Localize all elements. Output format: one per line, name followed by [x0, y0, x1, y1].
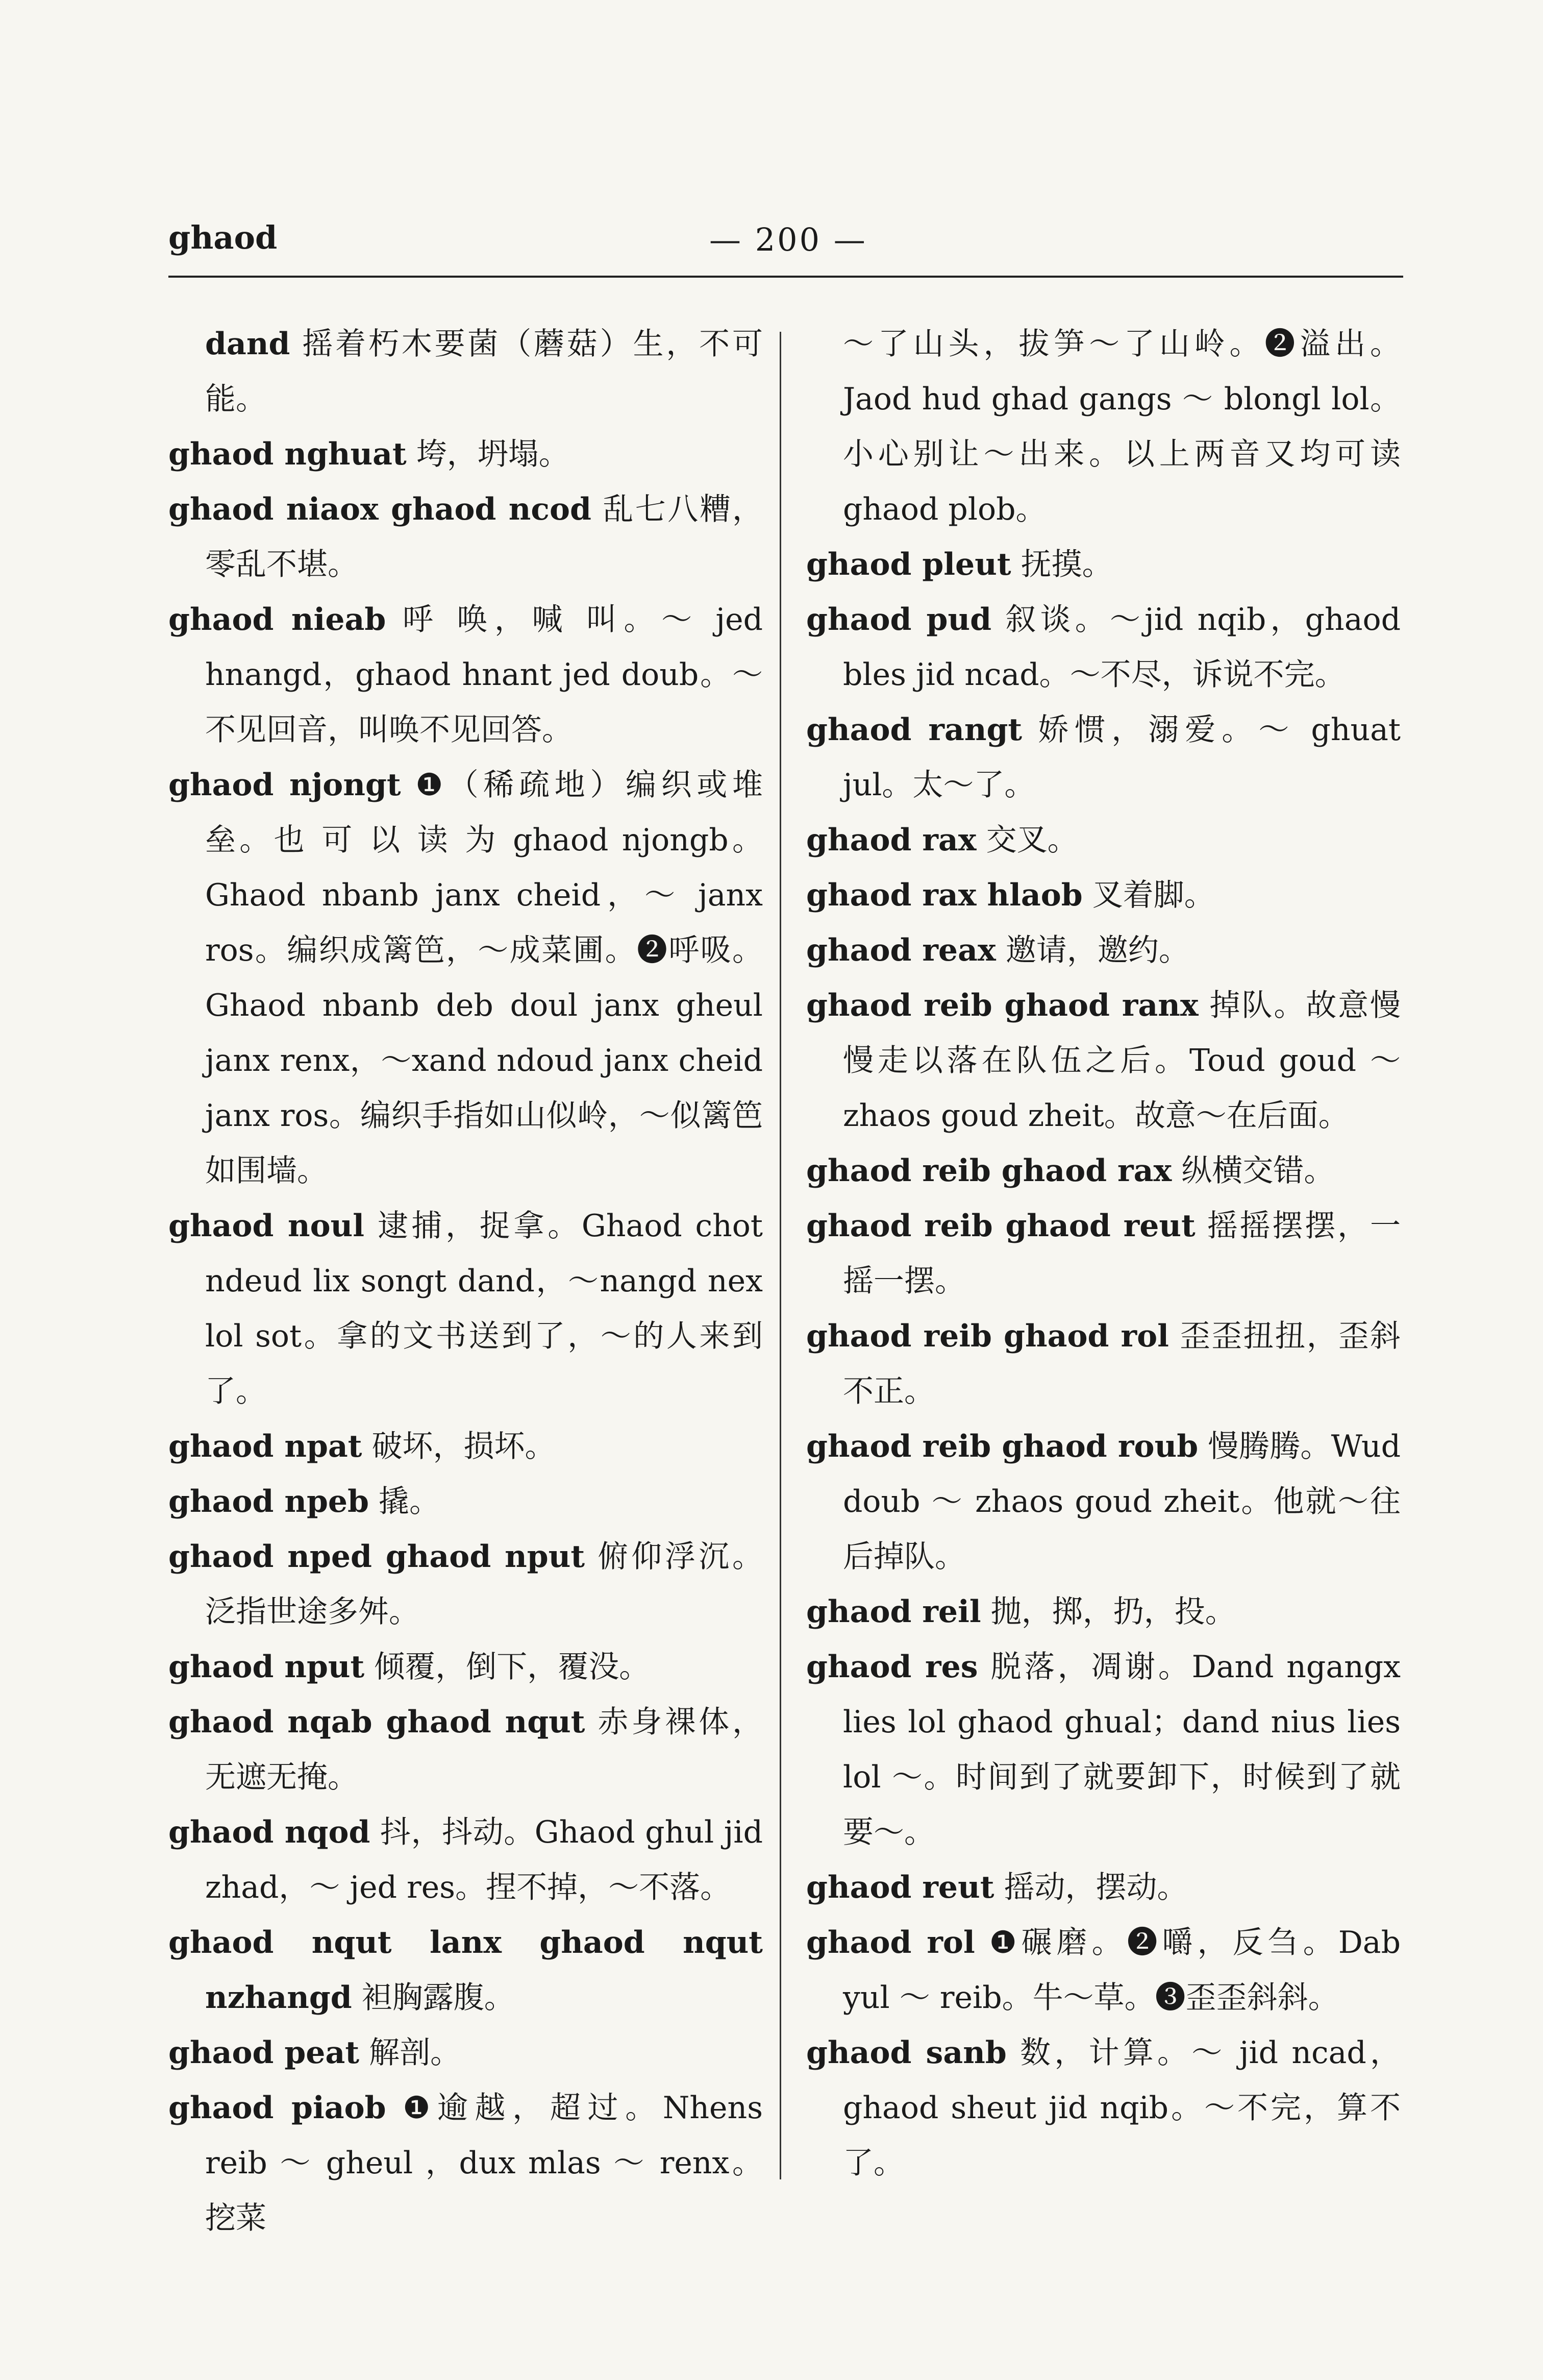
dictionary-entry [806, 923, 1401, 978]
entry-definition: 呼 唤，喊 叫。～ jed hnangd，ghaod hnant jed doub。～不见回音，叫唤不见回答。 [205, 602, 763, 748]
entry-term: ghaod noul [168, 1208, 365, 1244]
right-column [806, 316, 1401, 2215]
dictionary-entry [806, 813, 1401, 868]
entry-term: ghaod res [806, 1649, 978, 1685]
entry-definition: 歪歪扭扭，歪斜不正。 [843, 1318, 1401, 1409]
left-column [168, 316, 763, 2236]
entry-term: ghaod nieab [168, 602, 386, 637]
dictionary-entry [806, 978, 1401, 1143]
entry-definition: 慢腾腾。Wud doub ～ zhaos goud zheit。他就～往后掉队。 [843, 1429, 1401, 1575]
entry-term: ghaod npeb [168, 1484, 369, 1519]
entry-definition: 抖，抖动。Ghaod ghul jid zhad，～ jed res。捏不掉，～不落。 [205, 1814, 763, 1905]
dictionary-entry [168, 2025, 763, 2080]
entry-definition: 倾覆，倒下，覆没。 [364, 1649, 650, 1685]
dictionary-entry [168, 1805, 763, 1915]
entry-term: ghaod reut [806, 1870, 994, 1905]
entry-definition: 解剖。 [359, 2035, 461, 2071]
entry-definition: 赤身裸体，无遮无掩。 [205, 1704, 763, 1795]
dictionary-entry [168, 1639, 763, 1695]
dictionary-entry [806, 868, 1401, 923]
entry-definition: 摇动，摆动。 [994, 1870, 1188, 1905]
entry-term: ghaod nped ghaod nput [168, 1539, 585, 1575]
entry-term: ghaod rax [806, 822, 977, 858]
column-divider [780, 332, 781, 2179]
dictionary-entry [168, 1419, 763, 1474]
entry-term: ghaod rol [806, 1925, 975, 1960]
entry-definition: 脱落，凋谢。Dand ngangx lies lol ghaod ghual；dand nius lies lol ～。时间到了就要卸下，时候到了就要～。 [843, 1649, 1401, 1850]
entry-term: ghaod nput [168, 1649, 365, 1685]
entry-definition: 叉着脚。 [1082, 877, 1215, 913]
dictionary-entry [806, 1860, 1401, 1915]
dictionary-entry [806, 1639, 1401, 1860]
entry-definition: 破坏，损坏。 [362, 1429, 556, 1464]
entry-term: ghaod reib ghaod ranx [806, 988, 1199, 1023]
dictionary-entry [168, 1915, 763, 2025]
entry-term: dand [205, 326, 290, 362]
entry-term: ghaod nghuat [168, 436, 407, 472]
entry-definition: ❶（稀疏地）编织或堆垒。也 可 以 读 为 ghaod njongb。Ghaod nbanb janx cheid，～ janx ros。编织成篱笆，～成菜圃。❷呼吸。Ghaod nbanb deb doul janx gheul janx renx，～xand ndoud janx cheid janx ros。编织手指如山似岭，～似篱笆如围墙。 [205, 767, 763, 1189]
dictionary-entry [168, 1474, 763, 1529]
dictionary-entry [806, 316, 1401, 537]
entry-term: ghaod sanb [806, 2035, 1007, 2071]
entry-definition: 邀请，邀约。 [996, 933, 1189, 968]
entry-term: ghaod pud [806, 602, 992, 637]
entry-term: ghaod reil [806, 1594, 981, 1630]
dictionary-entry [806, 2025, 1401, 2191]
dictionary-entry [168, 427, 763, 482]
entry-definition: ❶碾磨。❷嚼，反刍。Dab yul ～ reib。牛～草。❸歪歪斜斜。 [843, 1925, 1401, 2016]
dictionary-entry [806, 1419, 1401, 1584]
dictionary-entry [806, 1584, 1401, 1639]
entry-definition: 数，计算。～ jid ncad，ghaod sheut jid nqib。～不完，算不了。 [843, 2035, 1401, 2181]
entry-definition: ～了山头，拔笋～了山岭。❷溢出。Jaod hud ghad gangs ～ blongl lol。小心别让～出来。以上两音又均可读 ghaod plob。 [843, 326, 1401, 527]
entry-term: ghaod njongt [168, 767, 401, 803]
entry-definition: 叙谈。～jid nqib，ghaod bles jid ncad。～不尽，诉说不完。 [843, 602, 1401, 693]
dictionary-entry [806, 1143, 1401, 1198]
dictionary-entry [806, 537, 1401, 592]
entry-definition: 摇摇摆摆，一摇一摆。 [843, 1208, 1401, 1299]
entry-term: ghaod reib ghaod rax [806, 1153, 1172, 1189]
dictionary-entry [168, 2080, 763, 2246]
entry-definition: 掉队。故意慢慢走以落在队伍之后。Toud goud ～ zhaos goud zheit。故意～在后面。 [843, 988, 1401, 1134]
entry-term: ghaod peat [168, 2035, 360, 2071]
entry-definition: 纵横交错。 [1172, 1153, 1335, 1189]
entry-definition: 逮捕，捉拿。Ghaod chot ndeud lix songt dand，～nangd nex lol sot。拿的文书送到了，～的人来到了。 [205, 1208, 763, 1409]
dictionary-entry [168, 1198, 763, 1419]
dictionary-entry [168, 482, 763, 592]
dictionary-entry [168, 316, 763, 427]
entry-term: ghaod piaob [168, 2090, 386, 2126]
dictionary-entry [806, 1198, 1401, 1309]
header-headword: ghaod [168, 219, 278, 256]
entry-term: ghaod nqod [168, 1814, 370, 1850]
entry-definition: 俯仰浮沉。泛指世途多舛。 [205, 1539, 763, 1630]
entry-term: ghaod reax [806, 933, 996, 968]
dictionary-entry [806, 1915, 1401, 2025]
entry-definition: 乱七八糟，零乱不堪。 [205, 492, 763, 582]
dictionary-entry [806, 592, 1401, 702]
entry-term: ghaod pleut [806, 547, 1011, 582]
dictionary-entry [806, 1309, 1401, 1419]
entry-term: ghaod nqut lanx ghaod nqut nzhangd [168, 1925, 763, 2016]
entry-term: ghaod rax hlaob [806, 877, 1083, 913]
entry-definition: 娇惯，溺爱。～ ghuat jul。太～了。 [843, 712, 1401, 803]
page-number: — 200 — [709, 221, 867, 258]
entry-term: ghaod nqab ghaod nqut [168, 1704, 585, 1740]
header-rule [168, 276, 1403, 278]
entry-definition: 摇着朽木要菌（蘑菇）生，不可能。 [205, 326, 763, 417]
dictionary-entry [168, 1695, 763, 1805]
dictionary-entry [168, 1529, 763, 1639]
dictionary-entry [806, 702, 1401, 813]
entry-definition: 交叉。 [976, 822, 1078, 858]
entry-term: ghaod reib ghaod roub [806, 1429, 1199, 1464]
running-header [168, 217, 1403, 278]
entry-definition: 抚摸。 [1011, 547, 1113, 582]
entry-term: ghaod niaox ghaod ncod [168, 492, 591, 527]
entry-term: ghaod reib ghaod rol [806, 1318, 1169, 1354]
entry-term: ghaod npat [168, 1429, 362, 1464]
entry-term: ghaod reib ghaod reut [806, 1208, 1196, 1244]
entry-term: ghaod rangt [806, 712, 1023, 748]
entry-definition: 垮，坍塌。 [406, 436, 569, 472]
entry-definition: 袒胸露腹。 [352, 1980, 515, 2016]
entry-definition: ❶逾越，超过。Nhens reib ～ gheul ，dux mlas ～ renx。挖菜 [205, 2090, 763, 2236]
dictionary-entry [168, 757, 763, 1198]
entry-definition: 撬。 [369, 1484, 440, 1519]
entry-definition: 抛，掷，扔，投。 [981, 1594, 1236, 1630]
dictionary-entry [168, 592, 763, 757]
